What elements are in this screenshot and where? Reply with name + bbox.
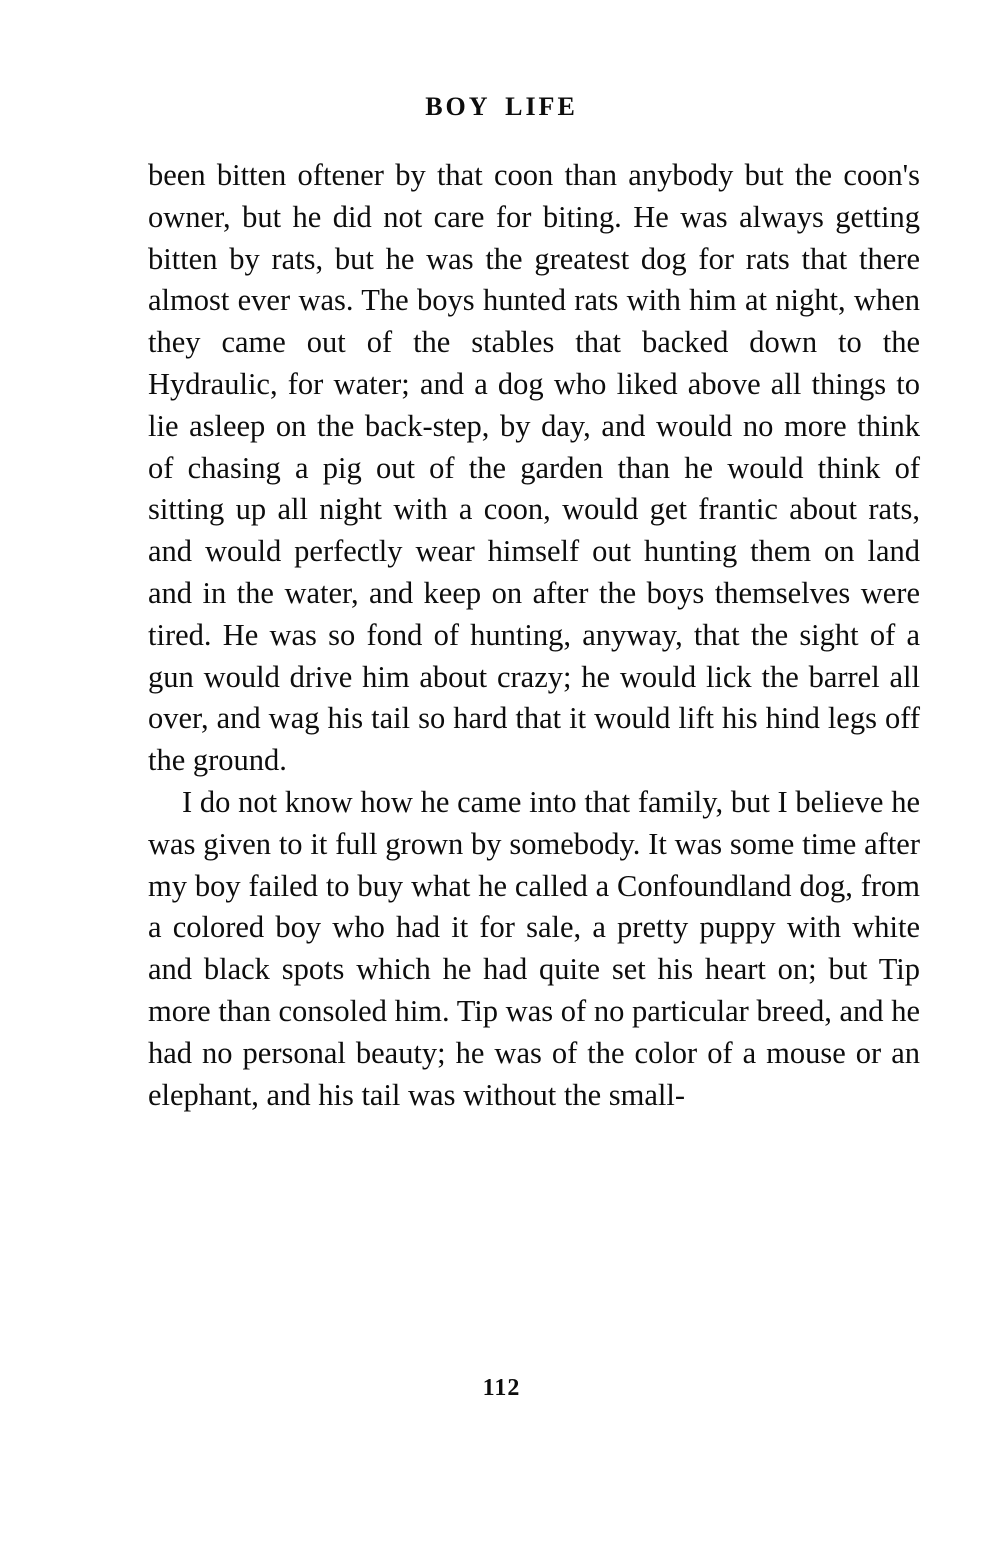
running-head: BOY LIFE [425,92,578,121]
page-number: 112 [482,1375,521,1401]
paragraph: been bitten oftener by that coon than anybody but the coon's owner, but he did not care for biting. He was always getting bitten by rats, but he was the greatest dog for rats that there almost ever was. The boys hunted rats with him at night, when they came out of the stables that backed down to the Hydraulic, for water; and a dog who liked above all things to lie asleep on the back-step, by day, and would no more think of chasing a pig out of the garden than he would think of sitting up all night with a coon, would get frantic about rats, and would perfectly wear himself out hunting them on land and in the water, and keep on after the boys themselves were tired. He was so fond of hunting, anyway, that the sight of a gun would drive him about crazy; he would lick the barrel all over, and wag his tail so hard that it would lift his hind legs off the ground. [148,158,920,778]
body-text [148,155,920,1116]
paragraph: I do not know how he came into that family, but I believe he was given to it full grown by somebody. It was some time after my boy failed to buy what he called a Confoundland dog, from a colored boy who had it for sale, a pretty puppy with white and black spots which he had quite set his heart on; but Tip more than consoled him. Tip was of no particular breed, and he had no personal beauty; he was of the color of a mouse or an elephant, and his tail was without the small- [148,784,920,1112]
